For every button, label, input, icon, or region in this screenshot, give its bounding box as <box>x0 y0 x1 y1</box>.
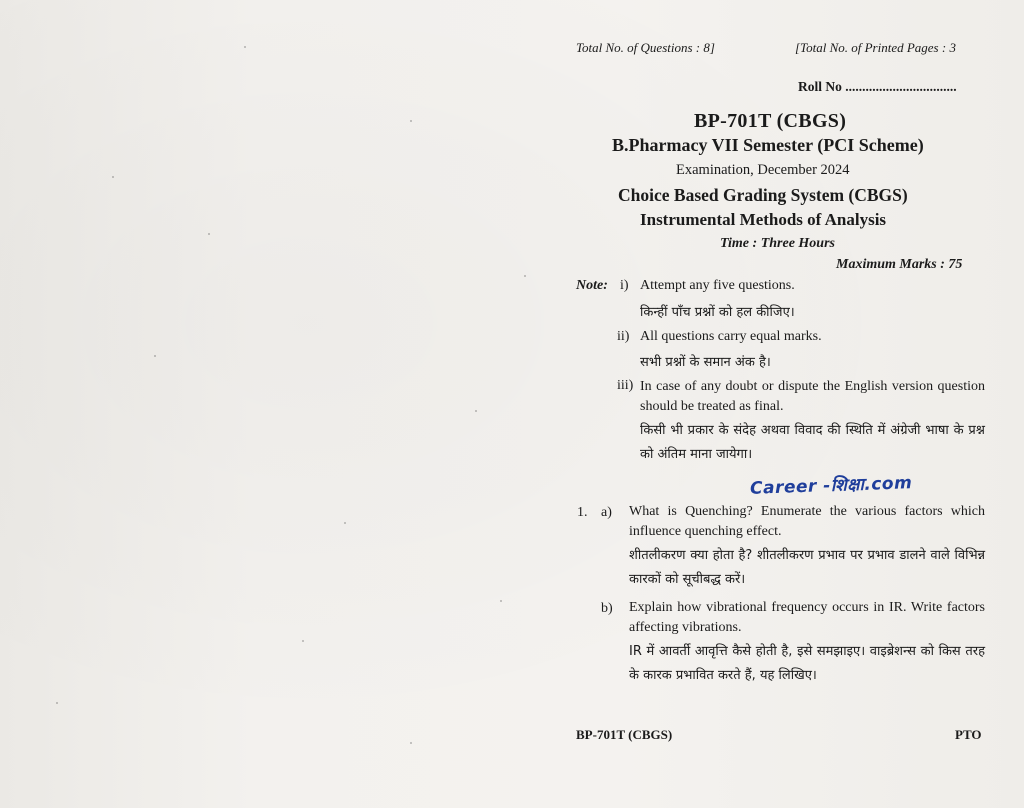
note-item-text: All questions carry equal marks. <box>640 329 822 344</box>
footer-pto: PTO <box>955 727 982 742</box>
note-item-number: iii) <box>617 378 634 393</box>
program-title: B.Pharmacy VII Semester (PCI Scheme) <box>612 135 924 155</box>
watermark-stamp: Career -शिक्षा.com <box>749 473 913 499</box>
question-part-label: b) <box>601 601 613 616</box>
note-item-text: In case of any doubt or dispute the English version question should be treated as final. <box>640 379 985 414</box>
note-item-text: Attempt any five questions. <box>640 278 795 293</box>
total-questions: Total No. of Questions : 8] <box>576 40 715 55</box>
examination-session: Examination, December 2024 <box>676 162 850 178</box>
note-item-hindi: किन्हीं पाँच प्रश्नों को हल कीजिए। <box>640 305 795 320</box>
question-text: What is Quenching? Enumerate the various factors which influence quenching effect. <box>629 504 985 539</box>
subject-title: Instrumental Methods of Analysis <box>640 210 887 229</box>
question-text-hindi: IR में आवर्ती आवृत्ति कैसे होती है, इसे समझाइए। वाइब्रेशन्स को किस तरह के कारक प्रभावित करते हैं, यह लिखिए। <box>629 644 985 683</box>
note-item-hindi: किसी भी प्रकार के संदेह अथवा विवाद की स्थिति में अंग्रेजी भाषा के प्रश्न को अंतिम माना जायेगा। <box>640 423 985 462</box>
question-part-label: a) <box>601 505 612 520</box>
maximum-marks: Maximum Marks : 75 <box>836 257 963 272</box>
question-number: 1. <box>577 505 588 520</box>
note-item-number: ii) <box>617 329 630 344</box>
question-text-hindi: शीतलीकरण क्या होता है? शीतलीकरण प्रभाव पर प्रभाव डालने वाले विभिन्न कारकों को सूचीबद्ध करें। <box>629 548 985 587</box>
note-item-hindi: सभी प्रश्नों के समान अंक है। <box>640 355 771 370</box>
roll-number-field: Roll No ................................. <box>798 79 957 94</box>
question-text: Explain how vibrational frequency occurs in IR. Write factors affecting vibrations. <box>629 600 985 635</box>
note-item-number: i) <box>620 278 629 293</box>
time-allowed: Time : Three Hours <box>720 236 835 251</box>
paper-code: BP-701T (CBGS) <box>694 110 847 132</box>
footer-paper-code: BP-701T (CBGS) <box>576 727 673 742</box>
total-printed-pages: [Total No. of Printed Pages : 3 <box>795 40 956 55</box>
grading-scheme: Choice Based Grading System (CBGS) <box>618 185 908 205</box>
note-label: Note: <box>576 278 608 293</box>
